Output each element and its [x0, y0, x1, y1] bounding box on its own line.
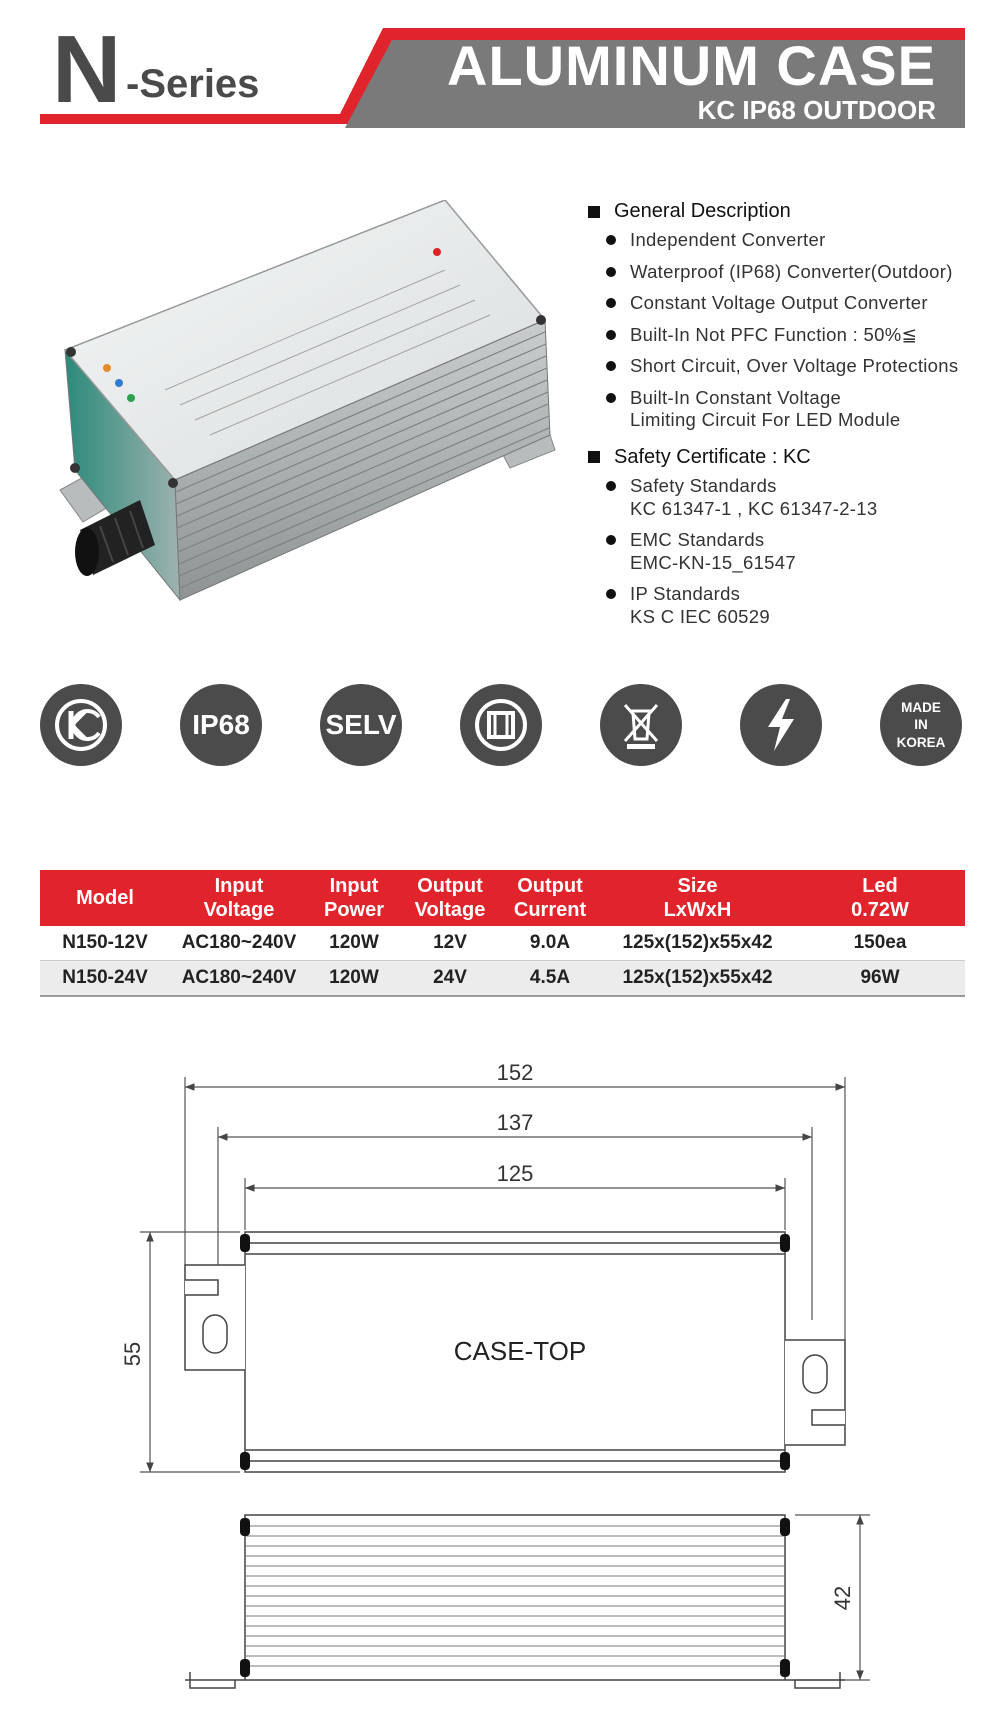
kc-mark-icon — [40, 684, 122, 766]
dim-body-length: 125 — [496, 1161, 534, 1186]
bullet-icon — [606, 235, 616, 245]
dim-width: 55 — [120, 1341, 145, 1367]
bullet-icon — [606, 393, 616, 403]
bullet-icon — [606, 267, 616, 277]
page-subtitle: KC IP68 OUTDOOR — [697, 95, 936, 125]
series-letter: N — [52, 16, 118, 123]
list-item: Constant Voltage Output Converter — [588, 292, 1000, 315]
header-model: Model — [40, 870, 170, 926]
header-input-power: Input Power — [308, 870, 400, 926]
safety-heading-text: Safety Certificate : KC — [614, 445, 811, 468]
header-input-voltage: Input Voltage — [170, 870, 308, 926]
header-output-voltage: Output Voltage — [400, 870, 500, 926]
dim-height: 42 — [830, 1585, 855, 1611]
weee-bin-icon — [600, 684, 682, 766]
list-item: Independent Converter — [588, 229, 1000, 252]
case-top-label: CASE-TOP — [453, 1336, 587, 1366]
bullet-icon — [606, 535, 616, 545]
header-output-current: Output Current — [500, 870, 600, 926]
class-ii-insulation-icon — [460, 684, 542, 766]
table-row: N150-12V AC180~240V 120W 12V 9.0A 125x(152)x55x42 150ea — [40, 926, 965, 961]
bullet-icon — [606, 361, 616, 371]
list-item: Built-In Not PFC Function : 50%≦ — [588, 324, 1000, 347]
list-item: Short Circuit, Over Voltage Protections — [588, 355, 1000, 378]
header-size: Size LxWxH — [600, 870, 795, 926]
square-bullet-icon — [588, 206, 600, 218]
general-heading — [588, 200, 1000, 223]
spec-table — [40, 870, 965, 997]
safety-list — [588, 475, 1000, 628]
safety-heading — [588, 446, 1000, 469]
dim-mount-length: 137 — [496, 1110, 534, 1135]
table-row: N150-24V AC180~240V 120W 24V 4.5A 125x(152)x55x42 96W — [40, 961, 965, 997]
table-header-row — [40, 870, 965, 926]
product-photo — [45, 200, 565, 640]
square-bullet-icon — [588, 451, 600, 463]
lightning-icon — [740, 684, 822, 766]
dim-total-length: 152 — [496, 1060, 534, 1085]
header-led: Led 0.72W — [795, 870, 965, 926]
general-heading-text: General Description — [614, 200, 791, 222]
selv-icon: SELV — [320, 684, 402, 766]
bullet-icon — [606, 330, 616, 340]
ip68-icon: IP68 — [180, 684, 262, 766]
description-panel — [588, 200, 1000, 642]
bullet-icon — [606, 481, 616, 491]
bullet-icon — [606, 589, 616, 599]
list-item: Built-In Constant Voltage Limiting Circuit For LED Module — [588, 387, 1000, 432]
general-list — [588, 229, 1000, 432]
list-item: Waterproof (IP68) Converter(Outdoor) — [588, 261, 1000, 284]
made-in-korea-icon: MADE IN KOREA — [880, 684, 962, 766]
list-item: Safety Standards KC 61347-1 , KC 61347-2-13 — [588, 475, 1000, 520]
dimension-drawing — [0, 1040, 1000, 1729]
page-title: ALUMINUM CASE — [447, 34, 936, 97]
series-suffix: -Series — [126, 62, 260, 106]
list-item: EMC Standards EMC-KN-15_61547 — [588, 529, 1000, 574]
bullet-icon — [606, 298, 616, 308]
list-item: IP Standards KS C IEC 60529 — [588, 583, 1000, 628]
